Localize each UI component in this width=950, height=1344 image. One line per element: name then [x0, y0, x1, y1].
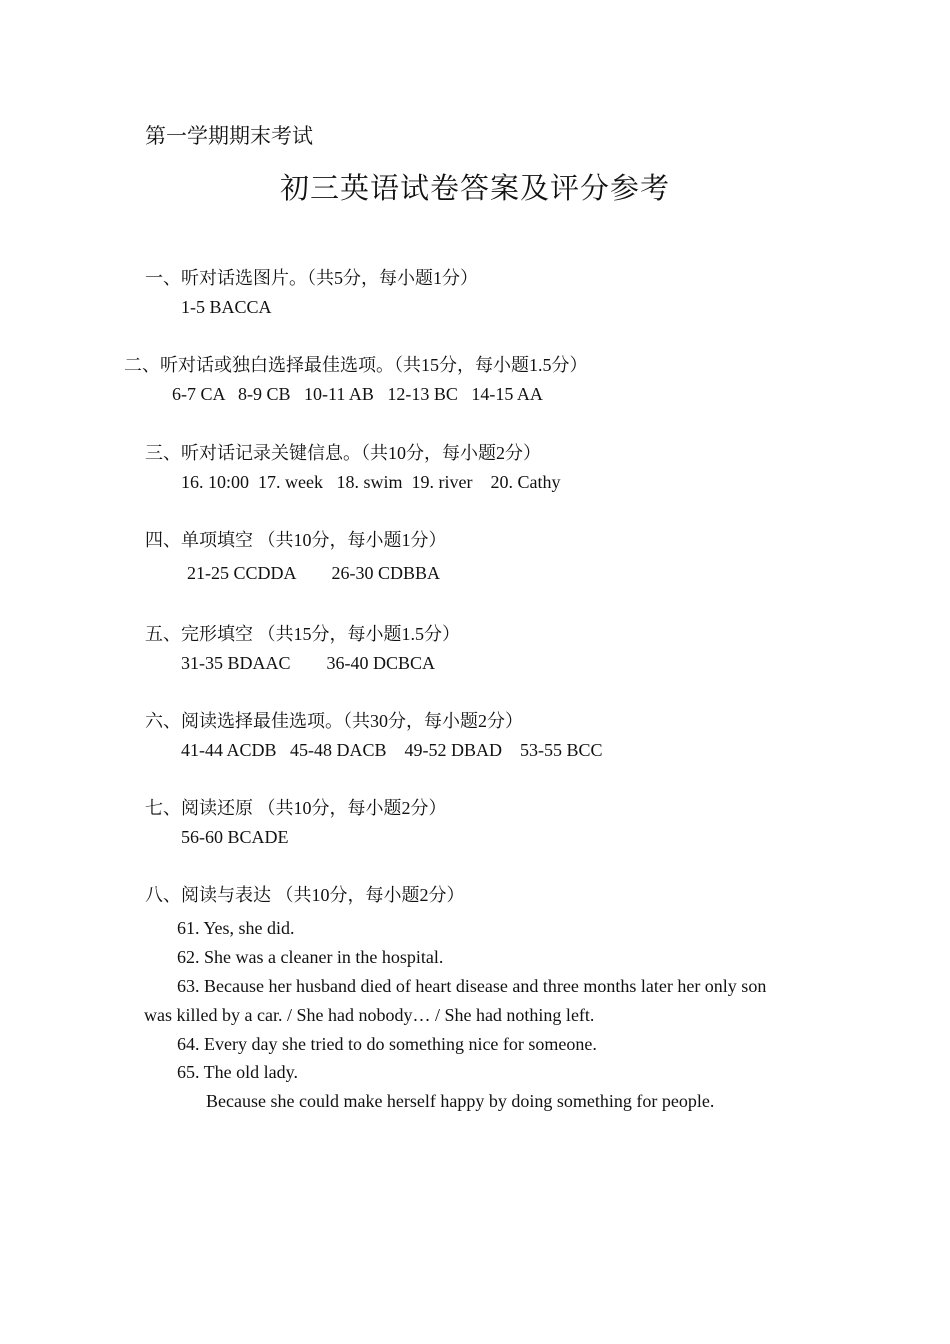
section-4-answers: 21-25 CCDDA 26-30 CDBBA — [187, 563, 441, 583]
section-7-answers: 56-60 BCADE — [181, 827, 289, 847]
answer-62: 62. She was a cleaner in the hospital. — [177, 947, 444, 967]
section-3-answers: 16. 10:00 17. week 18. swim 19. river 20. Cathy — [181, 472, 561, 492]
section-6-answers: 41-44 ACDB 45-48 DACB 49-52 DBAD 53-55 BCC — [181, 740, 603, 760]
section-3-heading: 三、听对话记录关键信息。（共10分，每小题2分） — [145, 443, 541, 463]
page-title: 初三英语试卷答案及评分参考 — [279, 173, 670, 205]
section-4-heading: 四、单项填空 （共10分，每小题1分） — [145, 530, 447, 550]
answer-63-line-1: 63. Because her husband died of heart disease and three months later her only son — [177, 976, 767, 996]
section-2-answers: 6-7 CA 8-9 CB 10-11 AB 12-13 BC 14-15 AA — [172, 384, 543, 404]
answer-65: 65. The old lady. — [177, 1062, 298, 1082]
exam-subtitle: 第一学期期末考试 — [145, 124, 313, 148]
section-1-heading: 一、听对话选图片。（共5分，每小题1分） — [145, 268, 478, 288]
section-5-heading: 五、完形填空 （共15分，每小题1.5分） — [145, 624, 460, 644]
section-6-heading: 六、阅读选择最佳选项。（共30分，每小题2分） — [145, 711, 523, 731]
answer-64: 64. Every day she tried to do something nice for someone. — [177, 1034, 597, 1054]
answer-61: 61. Yes, she did. — [177, 918, 295, 938]
section-8-heading: 八、阅读与表达 （共10分，每小题2分） — [145, 885, 465, 905]
section-5-answers: 31-35 BDAAC 36-40 DCBCA — [181, 653, 436, 673]
section-1-answers: 1-5 BACCA — [181, 297, 272, 317]
answer-63-line-2: was killed by a car. / She had nobody… / She had nothing left. — [144, 1005, 595, 1025]
section-7-heading: 七、阅读还原 （共10分，每小题2分） — [145, 798, 447, 818]
section-2-heading: 二、听对话或独白选择最佳选项。（共15分，每小题1.5分） — [124, 355, 588, 375]
answer-65-reason: Because she could make herself happy by doing something for people. — [206, 1091, 715, 1111]
